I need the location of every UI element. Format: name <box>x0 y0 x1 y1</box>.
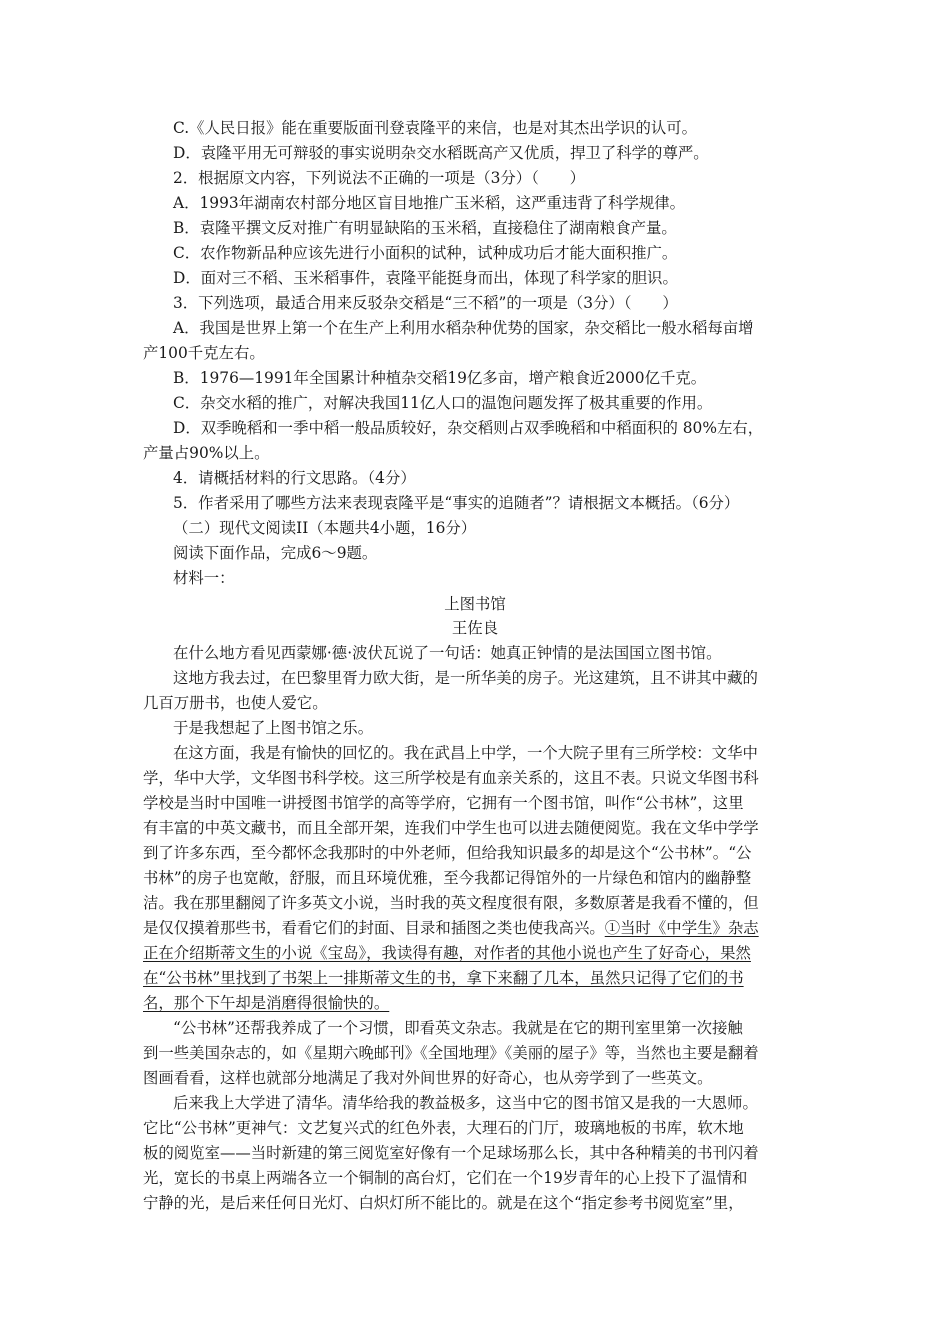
section-heading: （二）现代文阅读II（本题共4小题，16分） <box>173 519 477 537</box>
text-line: 有丰富的中英文藏书，而且全部开架，连我们中学生也可以进去随便阅览。我在文华中学学 <box>143 819 759 837</box>
text-line: C．杂交水稻的推广，对解决我国11亿人口的温饱问题发挥了极其重要的作用。 <box>173 394 713 412</box>
text-line: 板的阅览室——当时新建的第三阅览室好像有一个足球场那么长，其中各种精美的书刊闪着 <box>143 1144 759 1162</box>
text-line <box>143 916 759 940</box>
text-line: C．农作物新品种应该先进行小面积的试种，试种成功后才能大面积推广。 <box>173 244 678 262</box>
text-line: A．我国是世界上第一个在生产上利用水稻杂种优势的国家，杂交稻比一般水稻每亩增 <box>173 319 754 337</box>
text-line: D．面对三不稻、玉米稻事件，袁隆平能挺身而出，体现了科学家的胆识。 <box>173 269 678 287</box>
text-line: 图画看看，这样也就部分地满足了我对外间世界的好奇心，也从旁学到了一些英文。 <box>143 1069 713 1087</box>
text-line: 2．根据原文内容，下列说法不正确的一项是（3分）（ ） <box>173 169 586 187</box>
text-line: 在什么地方看见西蒙娜·德·波伏瓦说了一句话：她真正钟情的是法国国立图书馆。 <box>173 644 722 662</box>
text-line: A．1993年湖南农村部分地区盲目地推广玉米稻，这严重违背了科学规律。 <box>173 194 686 212</box>
text-line: 4．请概括材料的行文思路。（4分） <box>173 469 416 487</box>
text-line: 材料一： <box>173 569 235 587</box>
text-line: B．1976—1991年全国累计种植杂交稻19亿多亩，增产粮食近2000亿千克。 <box>173 369 707 387</box>
text-span: 是仅仅摸着那些书，看看它们的封面、目录和插图之类也使我高兴。 <box>143 919 605 937</box>
text-line: 5．作者采用了哪些方法来表现袁隆平是“事实的追随者”？请根据文本概括。（6分） <box>173 494 740 512</box>
article-title: 上图书馆 <box>444 595 506 613</box>
text-line: 3．下列选项，最适合用来反驳杂交稻是“三不稻”的一项是（3分）（ ） <box>173 294 678 312</box>
text-line: B．袁隆平撰文反对推广有明显缺陷的玉米稻，直接稳住了湖南粮食产量。 <box>173 219 677 237</box>
underlined-sentence: 在“公书林”里找到了书架上一排斯蒂文生的书，拿下来翻了几本，虽然只记得了它们的书 <box>143 969 744 987</box>
text-line: 光，宽长的书桌上两端各立一个铜制的高台灯，它们在一个19岁青年的心上投下了温情和 <box>143 1169 748 1187</box>
text-line: 产100千克左右。 <box>143 344 265 362</box>
text-line: 于是我想起了上图书馆之乐。 <box>173 719 374 737</box>
underlined-sentence: 正在介绍斯蒂文生的小说《宝岛》，我读得有趣，对作者的其他小说也产生了好奇心，果然 <box>143 944 751 962</box>
text-line: “公书林”还帮我养成了一个习惯，即看英文杂志。我就是在它的期刊室里第一次接触 <box>173 1019 743 1037</box>
text-line: 后来我上大学进了清华。清华给我的教益极多，这当中它的图书馆又是我的一大恩师。 <box>173 1094 758 1112</box>
text-line: 产量占90%以上。 <box>143 444 270 462</box>
text-line: 到了许多东西，至今都怀念我那时的中外老师，但给我知识最多的却是这个“公书林”。“公 <box>143 844 752 862</box>
underlined-sentence: 名，那个下午却是消磨得很愉快的。 <box>143 994 390 1012</box>
text-line: 书林”的房子也宽敞，舒服，而且环境优雅，至今我都记得馆外的一片绿色和馆内的幽静整 <box>143 869 752 887</box>
text-line: 它比“公书林”更神气：文艺复兴式的红色外表，大理石的门厅，玻璃地板的书库，软木地 <box>143 1119 744 1137</box>
text-line: 到一些美国杂志的，如《星期六晚邮刊》《全国地理》《美丽的屋子》等，当然也主要是翻着 <box>143 1044 759 1062</box>
text-line: 学，华中大学，文华图书科学校。这三所学校是有血亲关系的，这且不表。只说文华图书科 <box>143 769 759 787</box>
text-line: 宁静的光，是后来任何日光灯、白炽灯所不能比的。就是在这个“指定参考书阅览室”里， <box>143 1194 744 1212</box>
text-line: C.《人民日报》能在重要版面刊登袁隆平的来信，也是对其杰出学识的认可。 <box>173 119 698 137</box>
text-line: 阅读下面作品，完成6～9题。 <box>173 544 378 562</box>
text-line: 几百万册书，也使人爱它。 <box>143 694 328 712</box>
text-line: 在这方面，我是有愉快的回忆的。我在武昌上中学，一个大院子里有三所学校：文华中 <box>173 744 758 762</box>
underlined-sentence: ①当时《中学生》杂志 <box>604 919 759 937</box>
article-author: 王佐良 <box>451 619 499 637</box>
text-line: D．双季晚稻和一季中稻一般品质较好，杂交稻则占双季晚稻和中稻面积的 80%左右， <box>173 419 764 437</box>
text-line: D．袁隆平用无可辩驳的事实说明杂交水稻既高产又优质，捍卫了科学的尊严。 <box>173 144 709 162</box>
text-line: 洁。我在那里翻阅了许多英文小说，当时我的英文程度很有限，多数原著是我看不懂的，但 <box>143 894 759 912</box>
text-line: 学校是当时中国唯一讲授图书馆学的高等学府，它拥有一个图书馆，叫作“公书林”，这里 <box>143 794 744 812</box>
text-line: 这地方我去过，在巴黎里胥力欧大街，是一所华美的房子。光这建筑，且不讲其中藏的 <box>173 669 758 687</box>
